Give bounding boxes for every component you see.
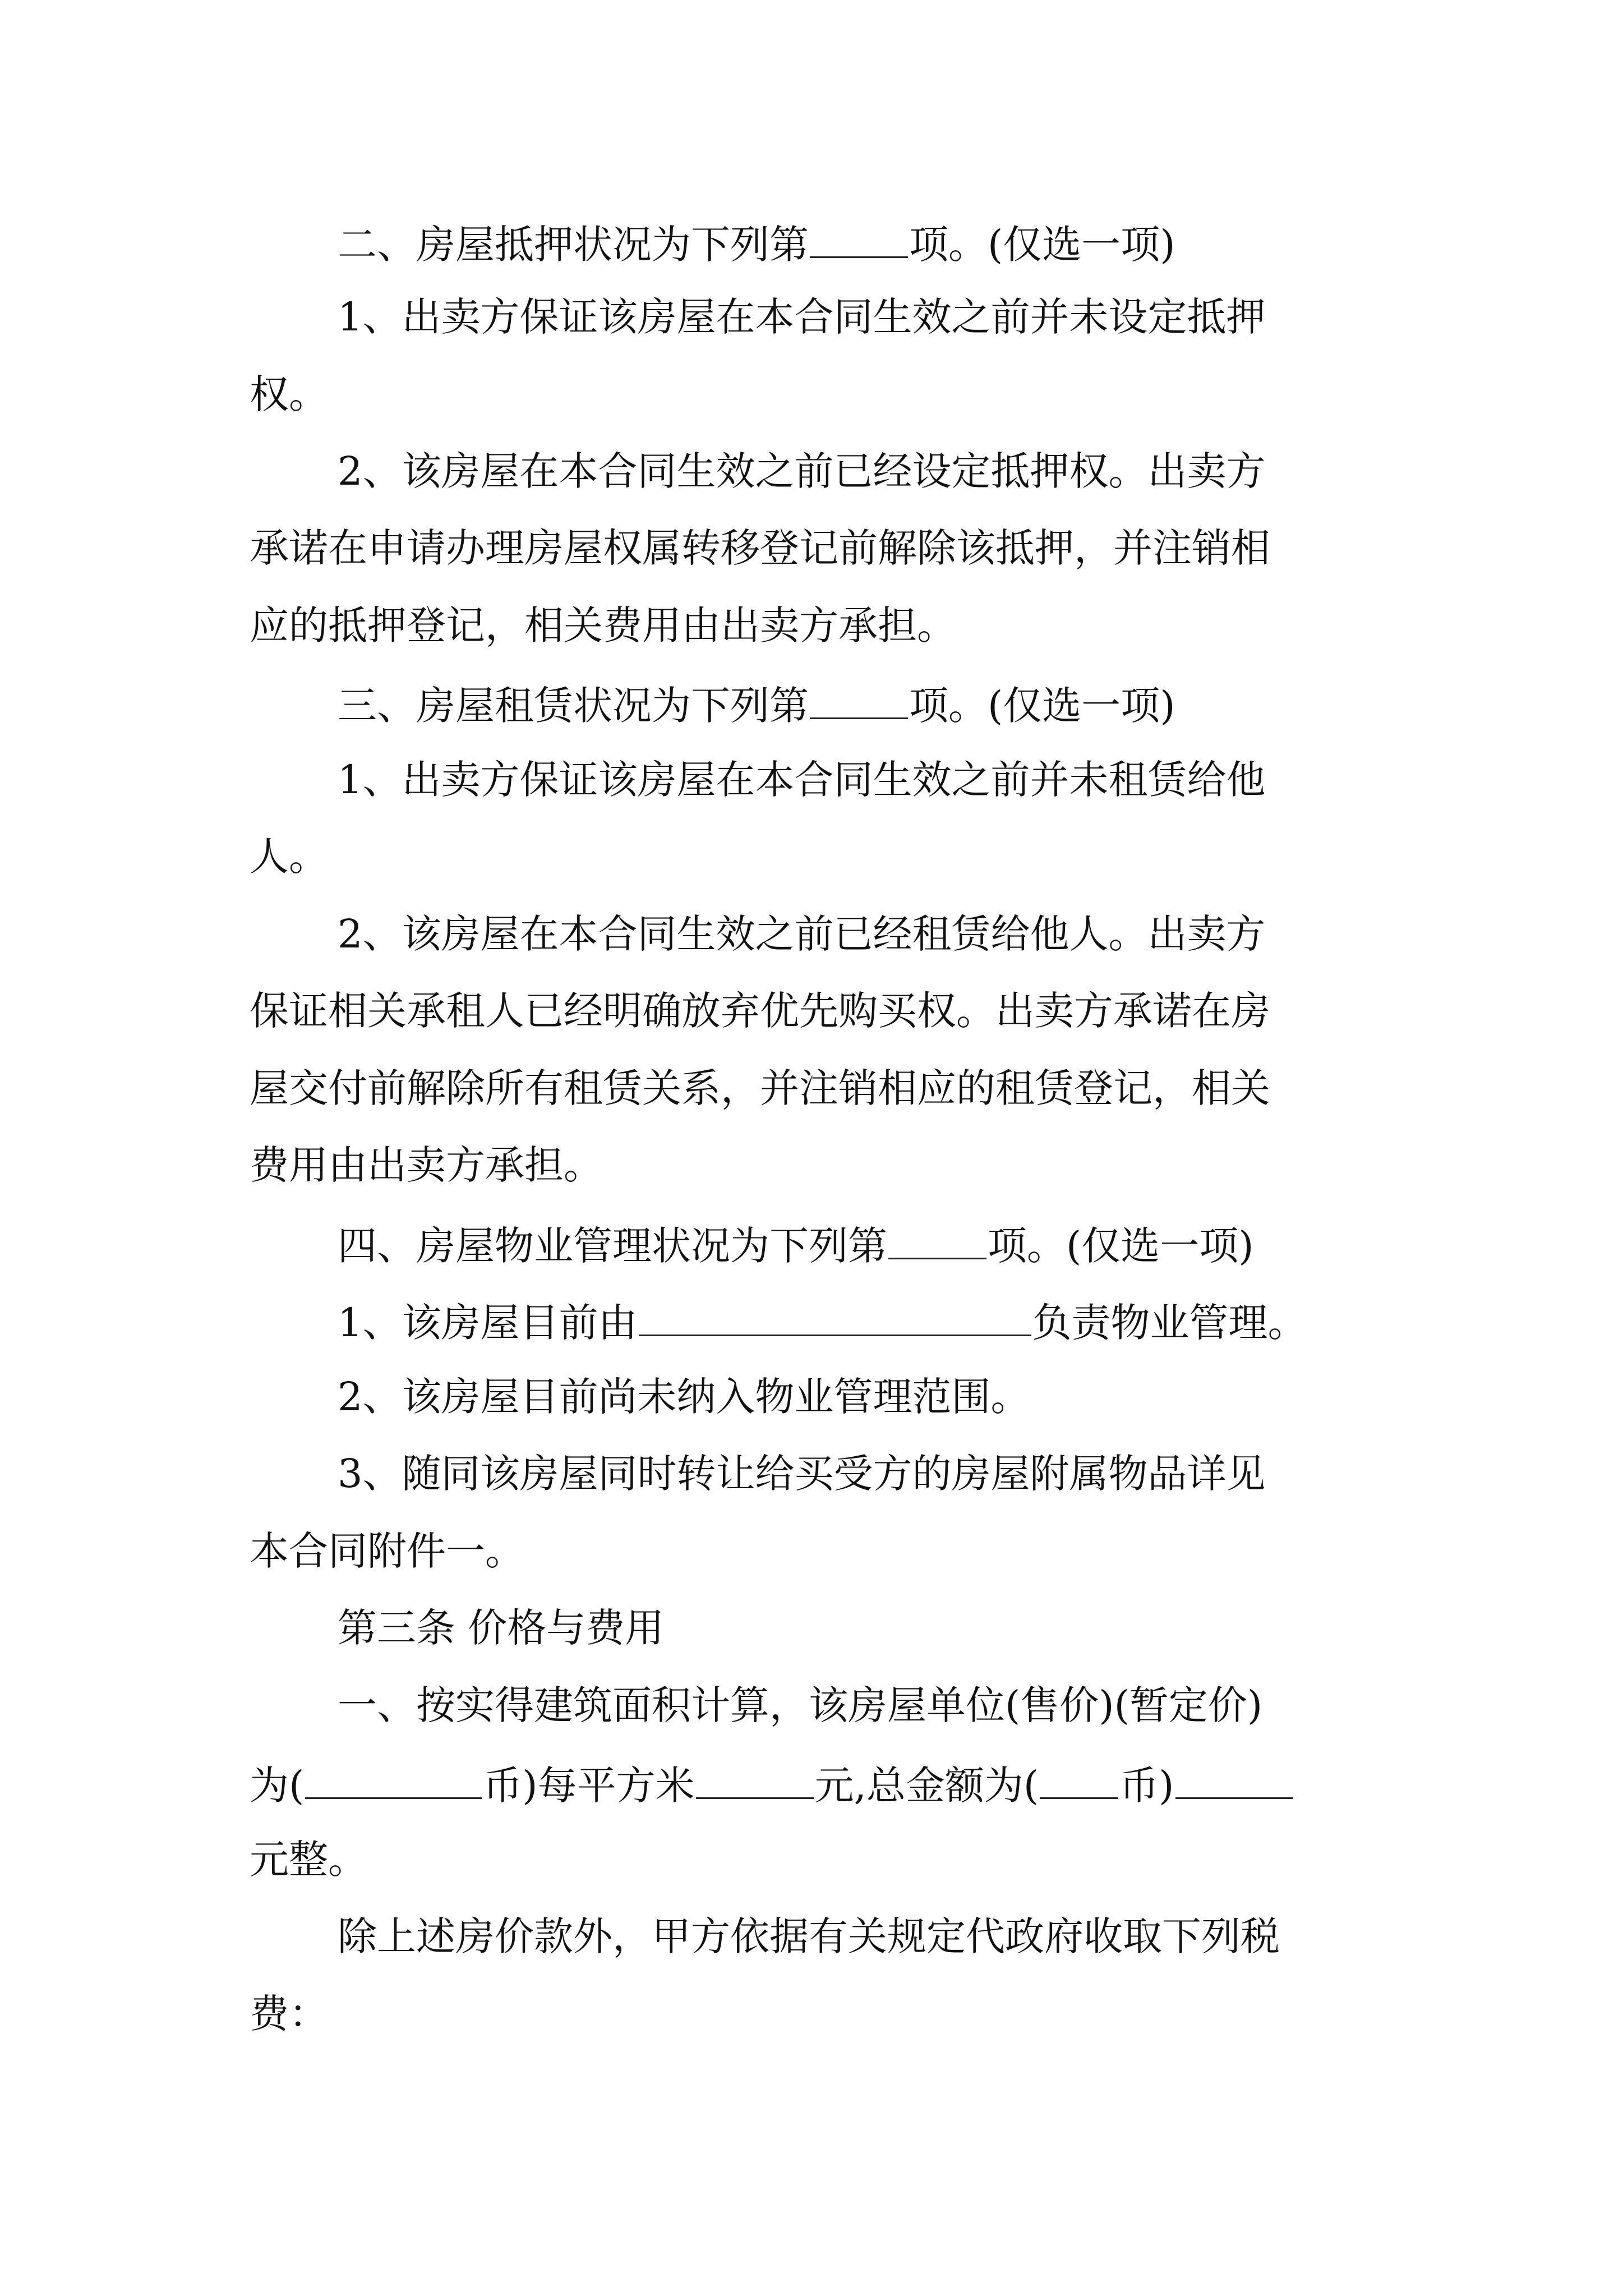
paragraph-line [250, 1991, 1623, 2037]
line-text: 权。 [250, 371, 328, 417]
fill-in-blank[interactable] [888, 1223, 986, 1259]
line-text: 一、按实得建筑面积计算，该房屋单位(售价)(暂定价) [338, 1682, 1263, 1728]
paragraph-line [338, 1223, 1623, 1269]
paragraph-line [250, 525, 1623, 571]
line-text: 除上述房价款外，甲方依据有关规定代政府收取下列税 [338, 1913, 1280, 1959]
line-text: 负责物业管理。 [1032, 1300, 1307, 1346]
line-text: 元,总金额为( [814, 1763, 1039, 1809]
fill-in-blank[interactable] [1040, 1763, 1118, 1799]
paragraph-line [250, 371, 1623, 417]
line-text: 2、该房屋在本合同生效之前已经租赁给他人。出卖方 [338, 911, 1266, 957]
line-text: 保证相关承租人已经明确放弃优先购买权。出卖方承诺在房 [250, 988, 1270, 1034]
paragraph-line [250, 1763, 1623, 1809]
line-text: 2、该房屋在本合同生效之前已经设定抵押权。出卖方 [338, 448, 1266, 494]
line-text: 本合同附件一。 [250, 1528, 524, 1574]
paragraph-line [250, 1065, 1623, 1111]
paragraph-line [338, 1605, 1623, 1651]
paragraph-line [338, 1300, 1623, 1346]
line-text: 项。(仅选一项) [988, 1223, 1254, 1269]
paragraph-line [250, 1528, 1623, 1574]
paragraph-line [250, 988, 1623, 1034]
paragraph-line [338, 1451, 1623, 1497]
line-text: 项。(仅选一项) [909, 222, 1175, 268]
line-text: 承诺在申请办理房屋权属转移登记前解除该抵押，并注销相 [250, 525, 1270, 571]
fill-in-blank[interactable] [810, 683, 908, 719]
line-text: 第三条 价格与费用 [338, 1605, 665, 1651]
fill-in-blank[interactable] [810, 222, 908, 258]
line-text: 3、随同该房屋同时转让给买受方的房屋附属物品详见 [338, 1451, 1266, 1497]
paragraph-line [338, 1682, 1623, 1728]
line-text: 1、出卖方保证该房屋在本合同生效之前并未设定抵押 [338, 294, 1266, 340]
line-text: 为( [250, 1763, 305, 1809]
paragraph-line [250, 602, 1623, 648]
paragraph-line [338, 1374, 1623, 1420]
paragraph-line [338, 911, 1623, 957]
line-text: 2、该房屋目前尚未纳入物业管理范围。 [338, 1374, 1030, 1420]
fill-in-blank[interactable] [1175, 1763, 1293, 1799]
line-text: 币) [1119, 1763, 1174, 1809]
paragraph-line [338, 294, 1623, 340]
paragraph-line [338, 1913, 1623, 1959]
fill-in-blank[interactable] [639, 1300, 1031, 1336]
paragraph-line [250, 1837, 1623, 1883]
paragraph-line [338, 448, 1623, 494]
line-text: 1、该房屋目前由 [338, 1300, 638, 1346]
line-text: 1、出卖方保证该房屋在本合同生效之前并未租赁给他 [338, 757, 1266, 803]
paragraph-line [250, 1142, 1623, 1188]
line-text: 屋交付前解除所有租赁关系，并注销相应的租赁登记，相关 [250, 1065, 1270, 1111]
paragraph-line [250, 834, 1623, 880]
line-text: 项。(仅选一项) [909, 683, 1175, 729]
paragraph-line [338, 757, 1623, 803]
line-text: 三、房屋租赁状况为下列第 [338, 683, 809, 729]
line-text: 币)每平方米 [483, 1763, 695, 1809]
paragraph-line [338, 222, 1623, 268]
paragraph-line [338, 683, 1623, 729]
line-text: 元整。 [250, 1837, 367, 1883]
line-text: 应的抵押登记，相关费用由出卖方承担。 [250, 602, 956, 648]
fill-in-blank[interactable] [305, 1763, 482, 1799]
line-text: 二、房屋抵押状况为下列第 [338, 222, 809, 268]
line-text: 人。 [250, 834, 328, 880]
line-text: 费用由出卖方承担。 [250, 1142, 603, 1188]
fill-in-blank[interactable] [696, 1763, 814, 1799]
line-text: 费： [250, 1991, 328, 2037]
line-text: 四、房屋物业管理状况为下列第 [338, 1223, 887, 1269]
